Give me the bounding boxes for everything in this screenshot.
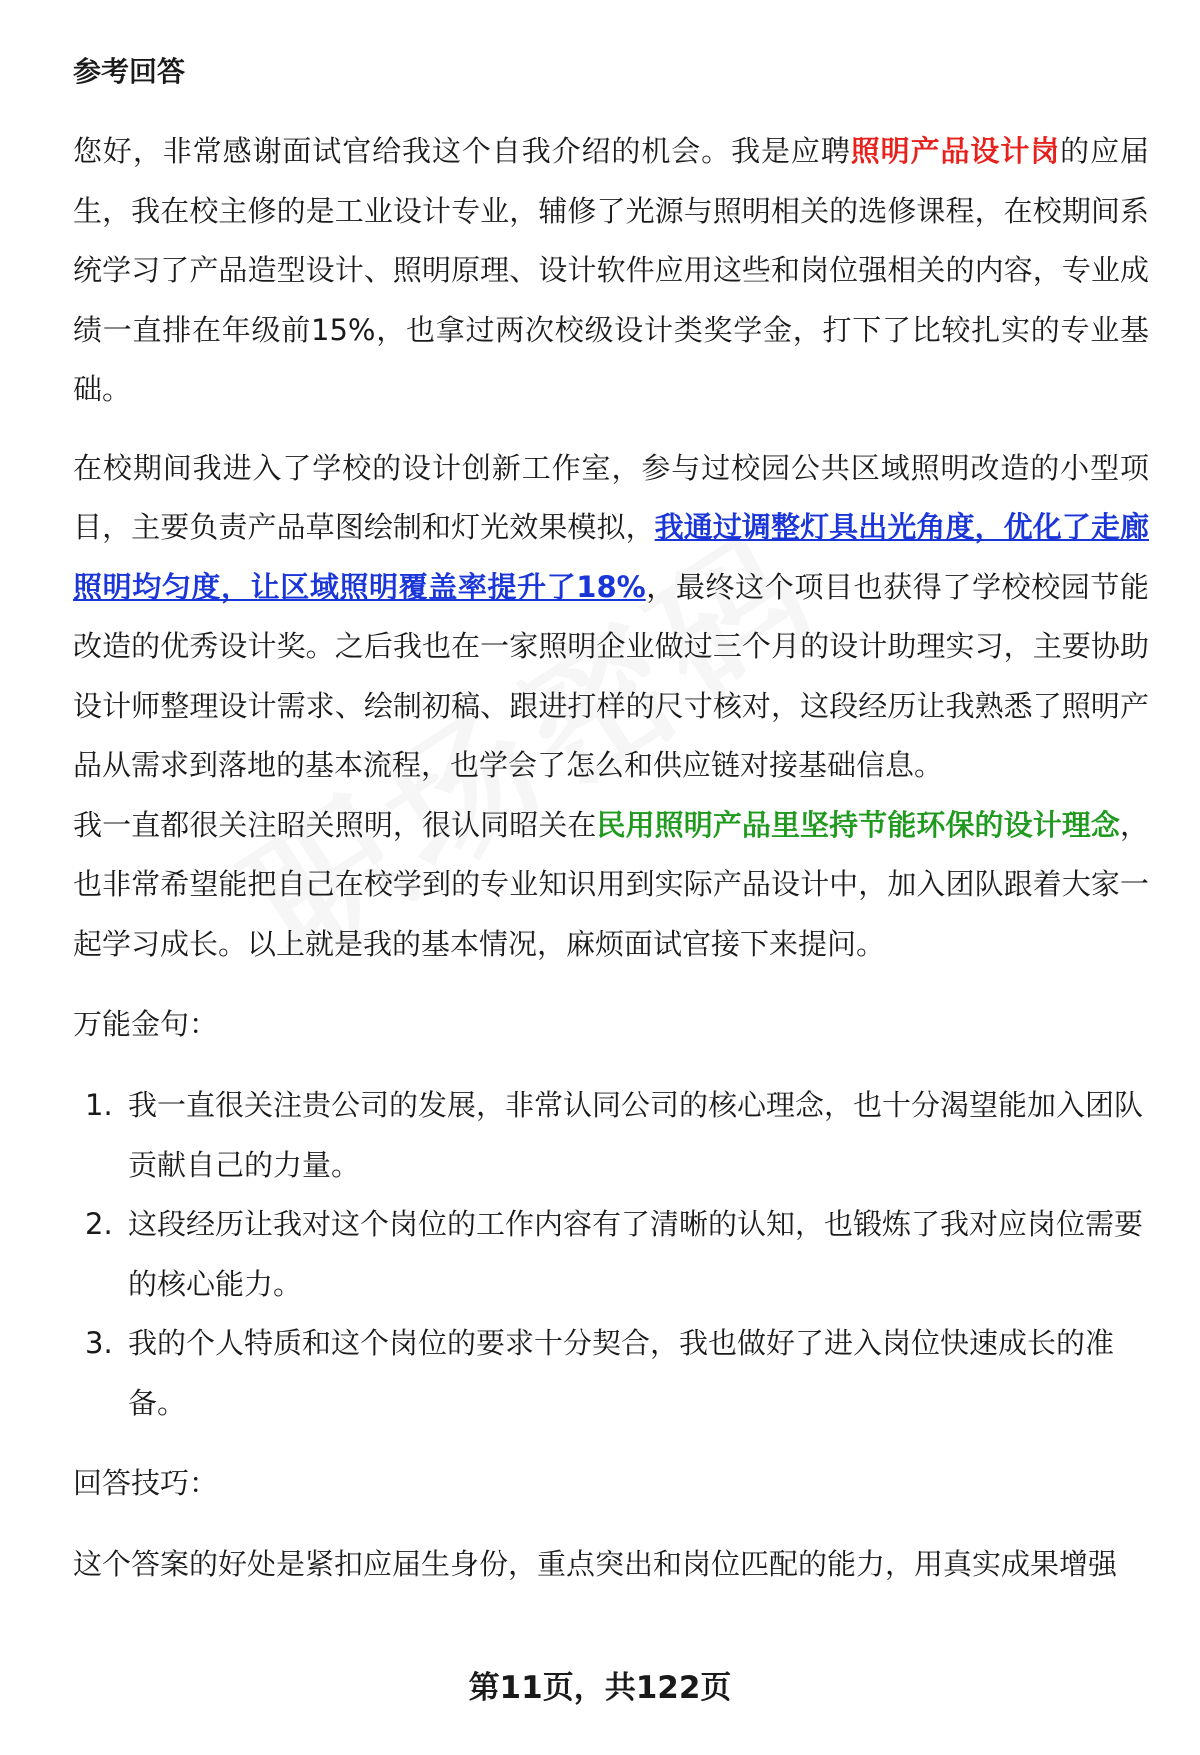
answer-paragraph-1 [73,122,1149,420]
answer-tips-label: 回答技巧： [73,1466,219,1500]
company-value-highlight: 民用照明产品里坚持节能环保的设计理念 [596,807,1120,842]
golden-sentences-label: 万能金句： [73,1007,219,1041]
paragraph-text: ，也非常希望能把自己在校学到的专业知识用到实际产品设计中，加入团队跟着大家一起学习成长。以上就是我的基本情况，麻烦面试官接下来提问。 [73,807,1149,961]
achievement-highlight: 我通过调整灯具出光角度，优化了走廊照明均匀度，让区域照明覆盖率提升了18% [73,510,1149,604]
list-number: 2. [85,1207,113,1241]
job-title-highlight: 照明产品设计岗 [850,134,1061,168]
list-item-text: 我的个人特质和这个岗位的要求十分契合，我也做好了进入岗位快速成长的准备。 [128,1326,1115,1420]
answer-paragraph-3 [73,796,1149,975]
paragraph-text: 您好，非常感谢面试官给我这个自我介绍的机会。我是应聘 [73,134,851,168]
list-item-text: 这段经历让我对这个岗位的工作内容有了清晰的认知，也锻炼了我对应岗位需要的核心能力。 [128,1207,1144,1301]
paragraph-text: ，最终这个项目也获得了学校校园节能改造的优秀设计奖。之后我也在一家照明企业做过三个月的设计助理实习，主要协助设计师整理设计需求、绘制初稿、跟进打样的尺寸核对，这段经历让我熟悉了照明产品从需求到落地的基本流程，也学会了怎么和供应链对接基础信息。 [73,569,1149,782]
page-number: 第11页，共122页 [468,1670,732,1706]
paragraph-text: 我一直都很关注昭关照明，很认同昭关在 [73,807,597,842]
list-item [73,1076,1149,1195]
list-item-text: 我一直很关注贵公司的发展，非常认同公司的核心理念，也十分渴望能加入团队贡献自己的力量。 [128,1088,1144,1182]
section-heading: 参考回答 [73,55,186,88]
answer-tips-paragraph: 这个答案的好处是紧扣应届生身份，重点突出和岗位匹配的能力，用真实成果增强 [73,1547,1118,1581]
paragraph-text: 在校期间我进入了学校的设计创新工作室，参与过校园公共区域照明改造的小型项目，主要负责产品草图绘制和灯光效果模拟， [73,450,1149,544]
golden-sentences-list [73,1076,1149,1433]
answer-paragraph-2 [73,439,1149,796]
list-number: 1. [85,1088,113,1122]
list-item [73,1195,1149,1314]
content-area [73,52,1149,1595]
list-number: 3. [85,1326,113,1360]
list-item [73,1314,1149,1433]
paragraph-text: 的应届生，我在校主修的是工业设计专业，辅修了光源与照明相关的选修课程，在校期间系统学习了产品造型设计、照明原理、设计软件应用这些和岗位强相关的内容，专业成绩一直排在年级前15%，也拿过两次校级设计类奖学金，打下了比较扎实的专业基础。 [73,134,1149,406]
